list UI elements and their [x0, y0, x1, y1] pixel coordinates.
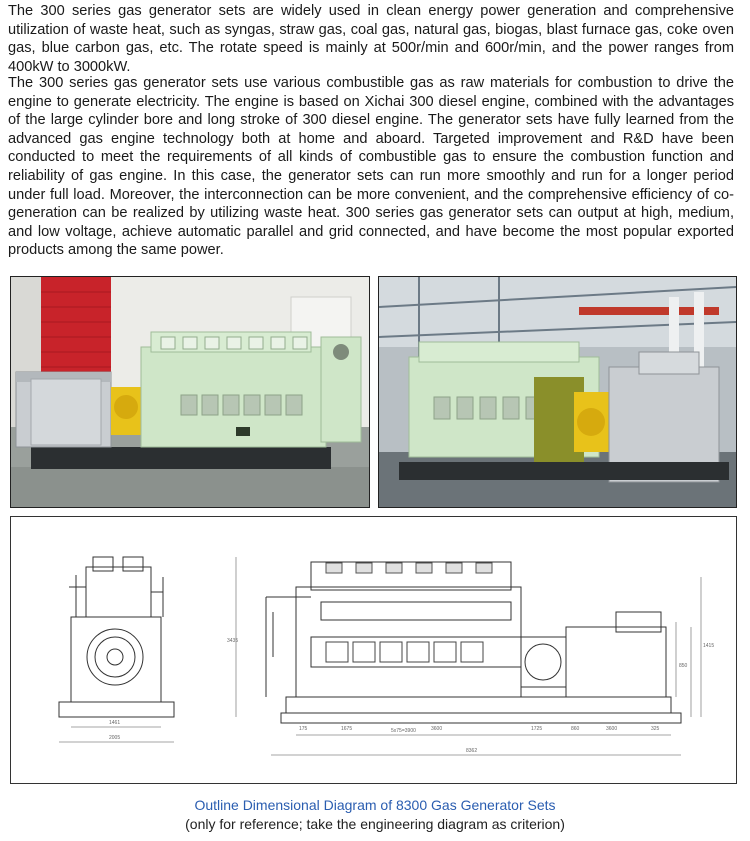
- outline-dimensional-diagram: [10, 516, 737, 784]
- dim-label: 175: [299, 726, 308, 732]
- intro-paragraph-2: The 300 series gas generator sets use various combustible gas as raw materials for combustion to drive the engine to generate electricity. The engine is based on Xichai 300 diesel engine, combined with the advantages of the large cylinder bore and long stroke of 300 diesel engine. The generator sets have fully learned from the advanced gas engine technology both at home and aboard. Targeted improvement and R&D have been conducted to meet the requirements of all kinds of combustible gas to ensure the combustion function and reliability of gas engine. In this case, the generator sets can run more smoothly and run for a longer period under full load. Moreover, the interconnection can be more convenient, and the comprehensive efficiency of co-generation can be realized by utilizing waste heat. 300 series gas generator sets can output at high, medium, and low voltage, achieve automatic parallel and grid connected, and have become the most popular exported products among the same power.: [8, 75, 734, 259]
- dim-label: 3600: [431, 726, 443, 732]
- dim-label: 850: [679, 663, 688, 669]
- dim-label: 860: [571, 726, 580, 732]
- generator-set-photo-plant: [378, 276, 737, 508]
- caption-title: Outline Dimensional Diagram of 8300 Gas Generator Sets: [194, 797, 556, 813]
- caption-note: (only for reference; take the engineering diagram as criterion): [185, 816, 565, 832]
- diagram-caption: [0, 796, 750, 834]
- dim-label: 3600: [606, 726, 618, 732]
- dim-label: 1725: [531, 726, 543, 732]
- dim-label: 325: [651, 726, 660, 732]
- dim-label: 2005: [109, 735, 121, 741]
- dim-label: 1415: [703, 643, 715, 649]
- dim-label: 3435: [227, 638, 239, 644]
- generator-set-photo-workshop: [10, 276, 370, 508]
- dim-label: 1675: [341, 726, 353, 732]
- intro-paragraph-1: The 300 series gas generator sets are widely used in clean energy power generation and comprehensive utilization of waste heat, such as syngas, straw gas, coal gas, natural gas, biogas, blast furnace gas, coke oven gas, blue carbon gas, etc. The rotate speed is mainly at 500r/min and 600r/min, and the power ranges from 400kW to 3000kW.: [8, 3, 734, 75]
- dim-label: 5x75=3900: [391, 728, 416, 734]
- dim-label: 8362: [466, 748, 478, 754]
- dim-label: 1461: [109, 720, 121, 726]
